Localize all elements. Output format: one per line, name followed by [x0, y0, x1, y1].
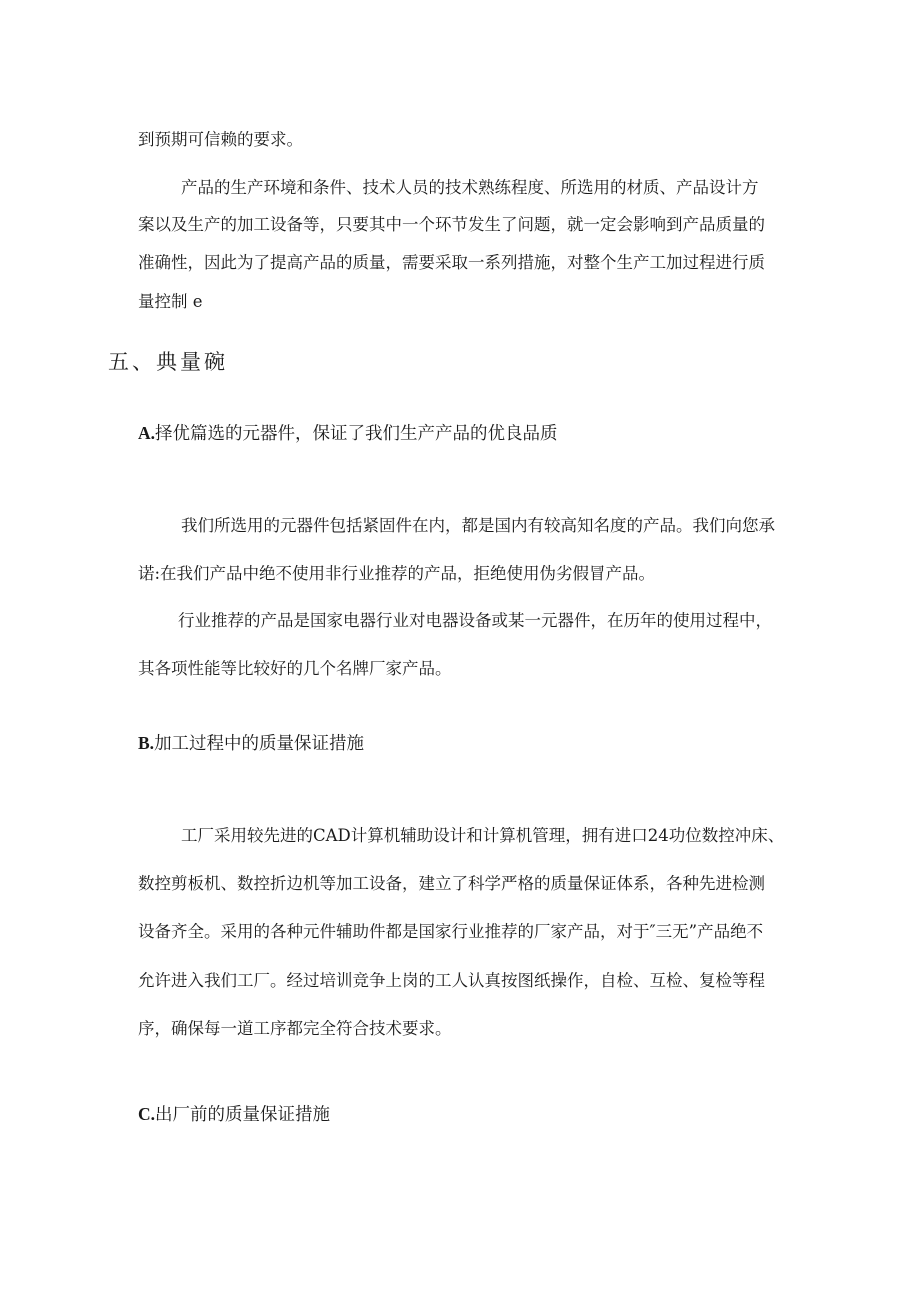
intro-paragraph-line: 产品的生产环境和条件、技术人员的技术熟练程度、所选用的材质、产品设计方	[181, 178, 759, 197]
subsection-heading-a	[138, 420, 558, 447]
body-line: 设备齐全。采用的各种元件辅助件都是国家行业推荐的厂家产品，对于″三无”产品绝不	[138, 922, 764, 941]
subsection-heading-b	[138, 730, 364, 757]
subsection-heading-c	[138, 1101, 330, 1128]
body-line: 诺:在我们产品中绝不使用非行业推荐的产品，拒绝使用伪劣假冒产品。	[138, 564, 656, 583]
body-line: 允许进入我们工厂。经过培训竞争上岗的工人认真按图纸操作，自检、互检、复检等程	[138, 971, 765, 990]
subsection-title: 加工过程中的质量保证措施	[154, 734, 365, 754]
intro-paragraph-line: 量控制 e	[138, 292, 203, 311]
subsection-title: 出厂前的质量保证措施	[155, 1105, 331, 1125]
subsection-label: B.	[138, 733, 155, 753]
body-line: 其各项性能等比较好的几个名牌厂家产品。	[138, 659, 452, 678]
body-line: 数控剪板机、数控折边机等加工设备，建立了科学严格的质量保证体系，各种先进检测	[138, 874, 765, 893]
subsection-label: C.	[138, 1104, 156, 1124]
intro-paragraph-line: 准确性，因此为了提高产品的质量，需要采取一系列措施，对整个生产工加过程进行质	[138, 253, 765, 272]
body-line: 行业推荐的产品是国家电器行业对电器设备或某一元器件，在历年的使用过程中，	[178, 611, 772, 630]
body-line: 我们所选用的元器件包括紧固件在内，都是国内有较高知名度的产品。我们向您承	[181, 516, 775, 535]
intro-paragraph-line: 案以及生产的加工设备等，只要其中一个环节发生了问题，就一定会影响到产品质量的	[138, 215, 765, 234]
subsection-title: 择优篇选的元器件，保证了我们生产产品的优良品质	[155, 424, 558, 444]
intro-continuation-line: 到预期可信赖的要求。	[138, 130, 303, 149]
body-line: 序，确保每一道工序都完全符合技术要求。	[138, 1019, 452, 1038]
subsection-label: A.	[138, 423, 156, 443]
section-title: 五、典量碗	[108, 350, 228, 374]
body-line: 工厂采用较先进的CAD计算机辅助设计和计算机管理，拥有进口24功位数控冲床、	[181, 826, 785, 845]
